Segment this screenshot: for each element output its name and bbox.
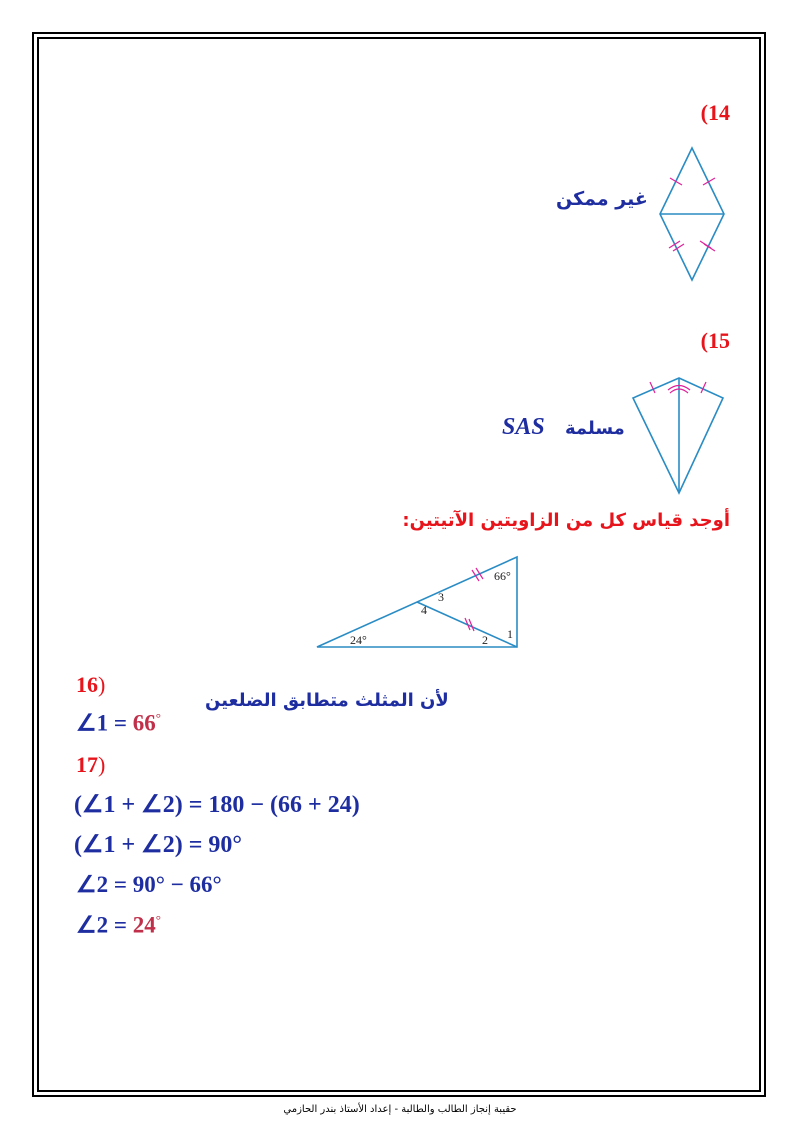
angle-label-2: 2 [482, 633, 488, 647]
triangle-figure [310, 550, 525, 655]
problem-14-answer: غير ممكن [556, 188, 648, 210]
problem-17-line-2: (∠1 + ∠2) = 90° [74, 832, 242, 858]
problem-16-equation: ∠1 = 66° [76, 710, 161, 736]
median-segment [417, 602, 517, 647]
problem-17-line-4: ∠2 = 24° [76, 912, 161, 938]
kite-outline [633, 378, 723, 493]
problem-14-number: (14 [700, 100, 730, 125]
angle-label-24: 24° [350, 633, 367, 647]
angle-label-4: 4 [421, 603, 427, 617]
instruction-heading: أوجد قياس كل من الزاويتين الآتيتين: [402, 510, 730, 531]
angle-label-66: 66° [494, 569, 511, 583]
angle-label-3: 3 [438, 590, 444, 604]
problem-15-answer-word: مسلمة [565, 418, 625, 439]
problem-17-number: 17) [76, 752, 106, 777]
problem-16-reason: لأن المثلث متطابق الضلعين [205, 690, 449, 711]
angle-label-1: 1 [507, 627, 513, 641]
problem-16-number: 16) [76, 672, 106, 697]
page-footer: حقيبة إنجاز الطالب والطالبة - إعداد الأستاذ بندر الحازمي [283, 1104, 517, 1115]
rhombus-figure [655, 140, 735, 290]
problem-15-number: (15 [700, 328, 730, 353]
kite-figure [625, 370, 730, 500]
triangle-ticks [465, 568, 483, 631]
problem-15-postulate: SAS [502, 414, 545, 440]
problem-17-line-3: ∠2 = 90° − 66° [76, 872, 222, 897]
problem-17-line-1: (∠1 + ∠2) = 180 − (66 + 24) [74, 792, 360, 818]
